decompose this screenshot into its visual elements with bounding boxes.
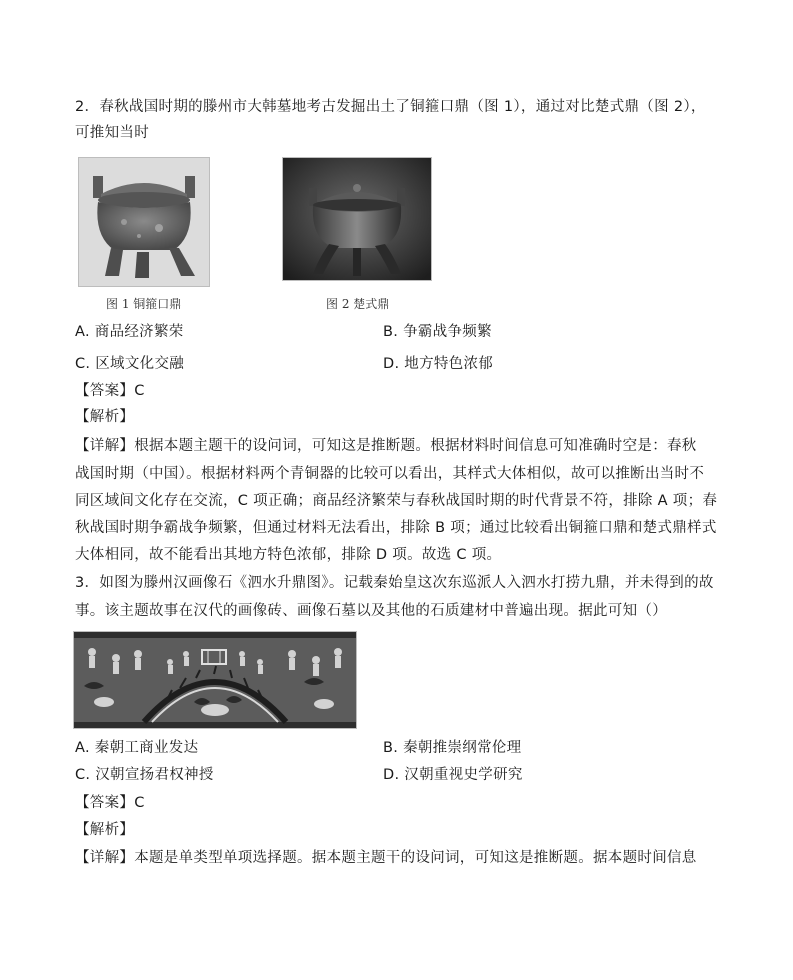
q3-stem-line2: 事。该主题故事在汉代的画像砖、画像石墓以及其他的石质建材中普遍出现。据此可知（） [75,603,667,619]
figure-2-caption: 图 2 楚式鼎 [326,297,390,311]
q2-stem-line1: 2．春秋战国时期的滕州市大韩墓地考古发掘出土了铜箍口鼎（图 1），通过对比楚式鼎（图 2）， [75,99,706,115]
q2-detail-line5: 大体相同，故不能看出其地方特色浓郁，排除 D 项。故选 C 项。 [75,547,502,563]
q2-detail-line1: 【详解】根据本题主题干的设问词，可知这是推断题。根据材料时间信息可知准确时空是：春秋 [75,438,697,454]
figure-1-caption: 图 1 铜箍口鼎 [106,297,182,311]
q3-option-c: C. 汉朝宣扬君权神授 [75,767,214,783]
q3-option-b: B. 秦朝推崇纲常伦理 [383,740,522,756]
q2-detail-line2: 战国时期（中国）。根据材料两个青铜器的比较可以看出，其样式大体相似，故可以推断出当时不 [75,466,705,482]
figure-1-bronze-ding-image [78,157,210,287]
q2-answer: 【答案】C [75,383,145,399]
q2-option-d: D. 地方特色浓郁 [383,356,494,372]
q2-option-c: C. 区域文化交融 [75,356,185,372]
q3-stem-line1: 3．如图为滕州汉画像石《泗水升鼎图》。记载秦始皇这次东巡派人入泗水打捞九鼎，并未得到的故 [75,575,714,591]
q2-detail-line4: 秋战国时期争霸战争频繁，但通过材料无法看出，排除 B 项；通过比较看出铜箍口鼎和楚式鼎样式 [75,520,717,536]
q2-analysis-heading: 【解析】 [75,409,135,425]
q3-option-a: A. 秦朝工商业发达 [75,740,199,756]
q3-analysis-heading: 【解析】 [75,822,135,838]
q2-option-b: B. 争霸战争频繁 [383,324,492,340]
q3-answer: 【答案】C [75,795,145,811]
figure-3-stone-relief-image [73,631,357,729]
q3-detail-line1: 【详解】本题是单类型单项选择题。据本题主题干的设问词，可知这是推断题。据本题时间信息 [75,850,697,866]
q3-option-d: D. 汉朝重视史学研究 [383,767,523,783]
figure-2-chu-ding-image [282,157,432,281]
q2-detail-line3: 同区域间文化存在交流，C 项正确；商品经济繁荣与春秋战国时期的时代背景不符，排除 A 项；春 [75,493,718,509]
q2-option-a: A. 商品经济繁荣 [75,324,184,340]
q2-stem-line2: 可推知当时 [75,125,149,141]
